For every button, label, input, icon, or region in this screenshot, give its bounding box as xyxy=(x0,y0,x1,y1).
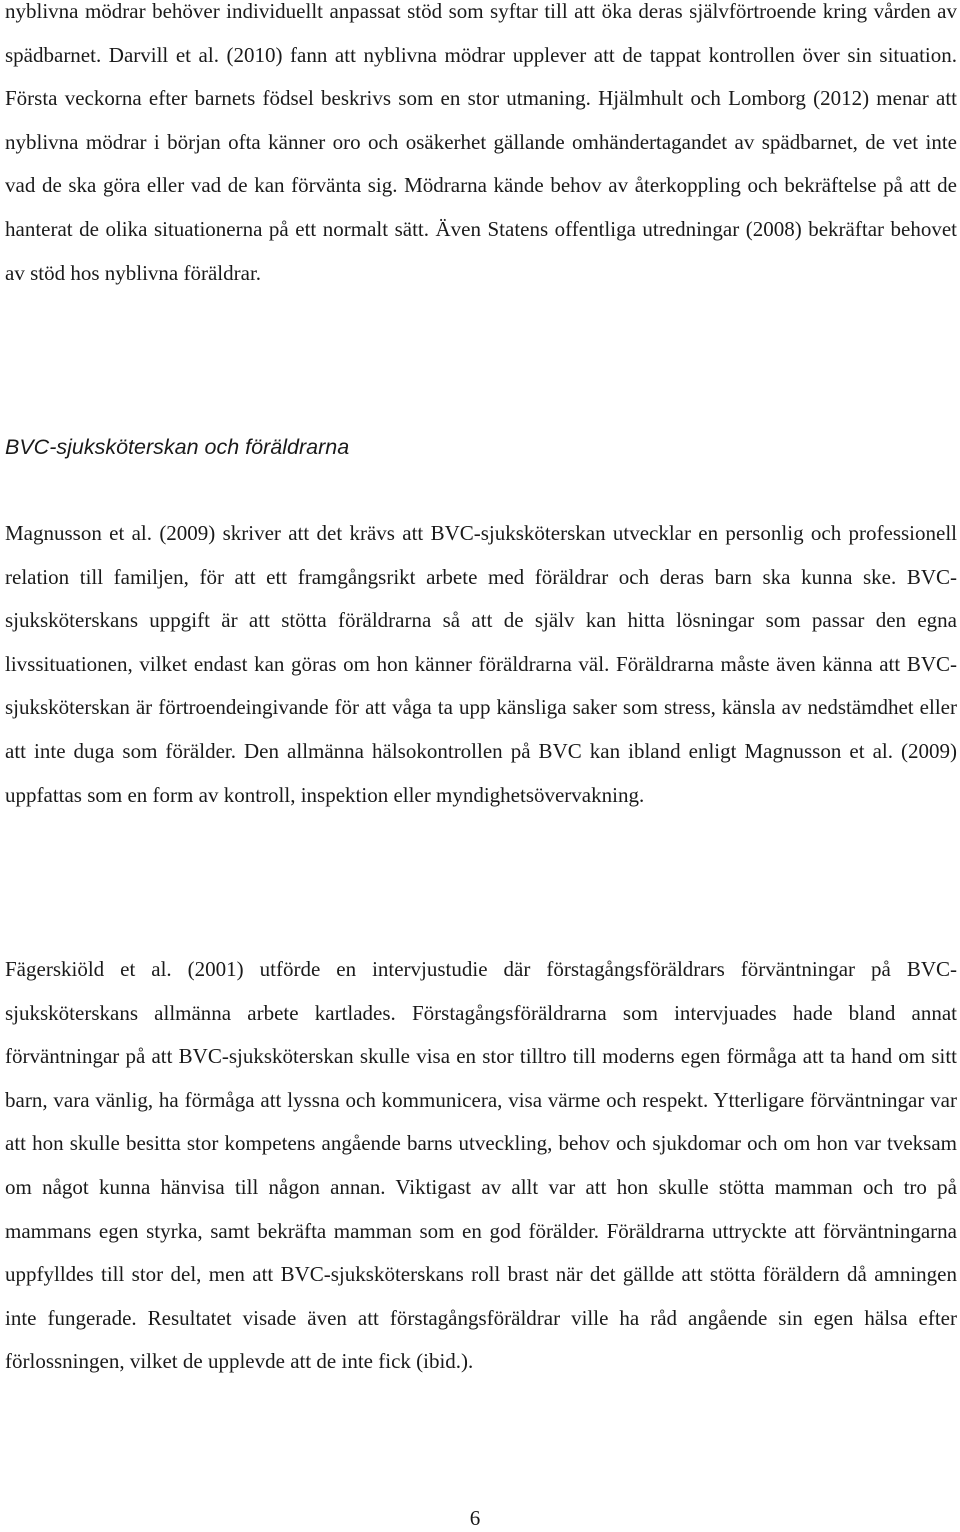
body-paragraph-2: Magnusson et al. (2009) skriver att det krävs att BVC-sjuksköterskan utvecklar en personlig och professionell relation till familjen, för att ett framgångsrikt arbete med föräldrar och deras barn ska kunna ske. BVC-sjuksköterskans uppgift är att stötta föräldrarna så att de själv kan hitta lösningar som passar den egna livssituationen, vilket endast kan göras om hon känner föräldrarna väl. Föräldrarna måste även känna att BVC-sjuksköterskan är förtroendeingivande för att våga ta upp känsliga saker som stress, känsla av nedstämdhet eller att inte duga som förälder. Den allmänna hälsokontrollen på BVC kan ibland enligt Magnusson et al. (2009) uppfattas som en form av kontroll, inspektion eller myndighetsövervakning. xyxy=(5,521,957,807)
page-number: 6 xyxy=(469,1506,481,1530)
body-paragraph-1: nyblivna mödrar behöver individuellt anpassat stöd som syftar till att öka deras självförtroende kring vården av spädbarnet. Darvill et al. (2010) fann att nyblivna mödrar upplever att de tappat kontrollen över sin situation. Första veckorna efter barnets födsel beskrivs som en stor utmaning. Hjälmhult och Lomborg (2012) menar att nyblivna mödrar i början ofta känner oro och osäkerhet gällande omhändertagandet av spädbarnet, de vet inte vad de ska göra eller vad de kan förvänta sig. Mödrarna kände behov av återkoppling och bekräftelse på att de hanterat de olika situationerna på ett normalt sätt. Även Statens offentliga utredningar (2008) bekräftar behovet av stöd hos nyblivna föräldrar. xyxy=(5,0,957,285)
section-heading: BVC-sjuksköterskan och föräldrarna xyxy=(5,435,350,459)
body-paragraph-3: Fägerskiöld et al. (2001) utförde en intervjustudie där förstagångsföräldrars förväntningar på BVC-sjuksköterskans allmänna arbete kartlades. Förstagångsföräldrarna som intervjuades hade bland annat förväntningar på att BVC-sjuksköterskan skulle visa en stor tilltro till moderns egen förmåga att ta hand om sitt barn, vara vänlig, ha förmåga att lyssna och kommunicera, visa värme och respekt. Ytterligare förväntningar var att hon skulle besitta stor kompetens angående barns utveckling, behov och sjukdomar och om hon var tveksam om något kunna hänvisa till någon annan. Viktigast av allt var att hon skulle stötta mamman och tro på mammans egen styrka, samt bekräfta mamman som en god förälder. Föräldrarna uttryckte att förväntningarna uppfylldes till stor del, men att BVC-sjuksköterskans roll brast när det gällde att stötta föräldern då amningen inte fungerade. Resultatet visade även att förstagångsföräldrar ville ha råd angående sin egen hälsa efter förlossningen, vilket de upplevde att de inte fick (ibid.). xyxy=(5,957,957,1374)
